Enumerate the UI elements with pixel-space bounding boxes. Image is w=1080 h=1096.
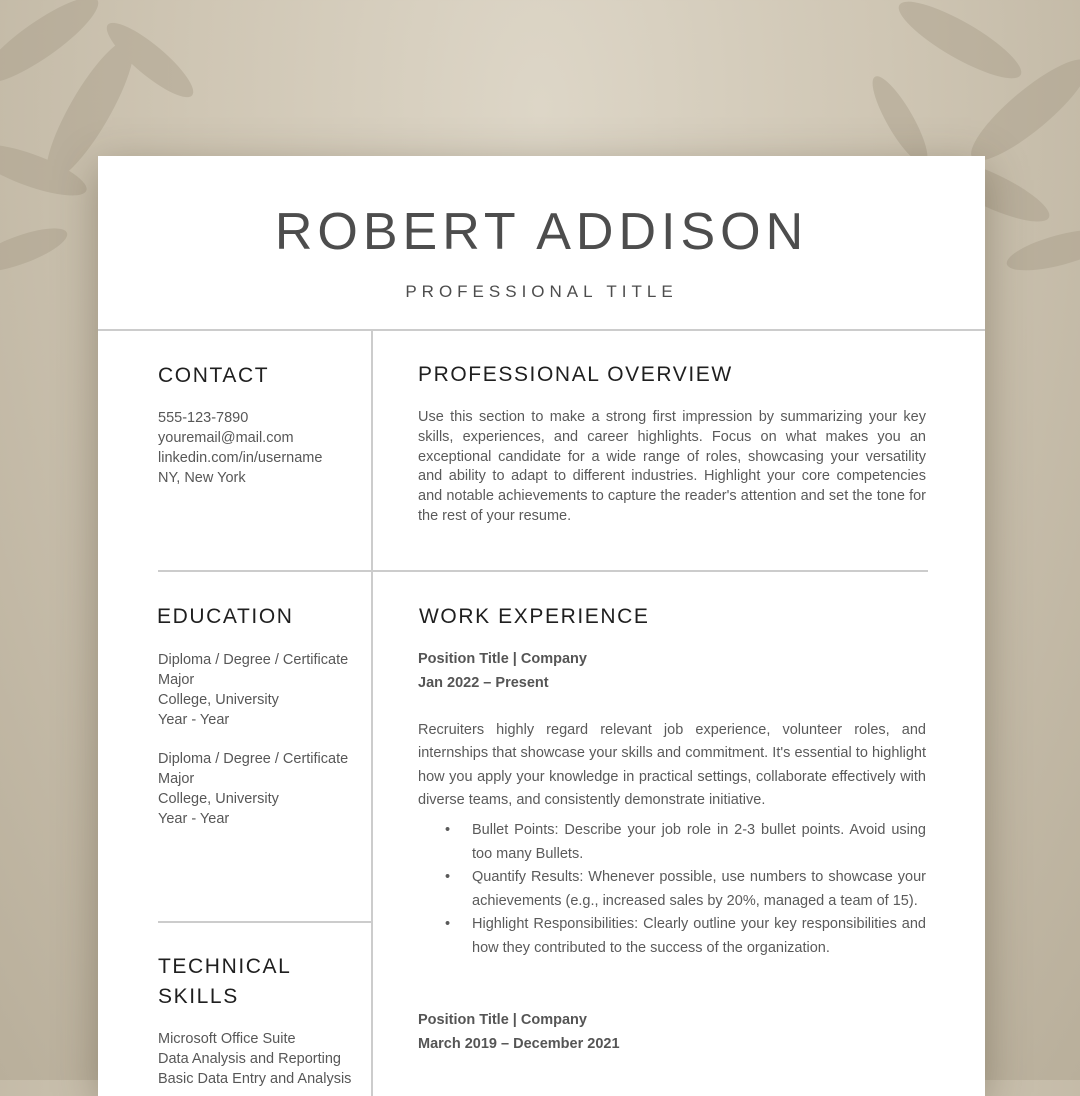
section-divider-1 (158, 570, 928, 572)
contact-details (158, 408, 322, 488)
education-entry (158, 650, 348, 730)
job-position: Position Title | Company (418, 1012, 587, 1028)
skill-item: Data Analysis and Reporting (158, 1051, 341, 1067)
job-bullet-list (418, 819, 926, 961)
contact-linkedin: linkedin.com/in/username (158, 450, 323, 466)
skills-list (158, 1029, 351, 1089)
job-dates: March 2019 – December 2021 (418, 1036, 620, 1052)
resume-page (98, 156, 985, 1096)
column-divider (371, 330, 373, 1096)
education-years: Year - Year (158, 712, 230, 728)
job-dates: Jan 2022 – Present (418, 675, 549, 691)
education-school: College, University (158, 692, 279, 708)
professional-title: PROFESSIONAL TITLE (405, 282, 678, 301)
header-divider (98, 329, 985, 331)
education-major: Major (158, 771, 195, 787)
experience-heading: WORK EXPERIENCE (419, 605, 650, 628)
contact-phone: 555-123-7890 (158, 410, 249, 426)
education-degree: Diploma / Degree / Certificate (158, 652, 349, 668)
bullet-text: Highlight Responsibilities: Clearly outline your key responsibilities and how they contributed to the success of the organization. (472, 916, 926, 956)
education-degree: Diploma / Degree / Certificate (158, 751, 349, 767)
skill-item: Microsoft Office Suite (158, 1031, 296, 1047)
education-entry (158, 749, 348, 829)
skills-heading-line1: TECHNICAL (158, 955, 292, 978)
contact-heading: CONTACT (158, 364, 270, 387)
overview-heading: PROFESSIONAL OVERVIEW (418, 363, 733, 386)
job-bullet (418, 866, 926, 913)
bullet-dot: • (445, 869, 451, 886)
bullet-text: Bullet Points: Describe your job role in 2-3 bullet points. Avoid using too many Bullets. (472, 822, 926, 862)
bullet-text: Quantify Results: Whenever possible, use numbers to showcase your achievements (e.g., increased sales by 20%, managed a team of 15). (472, 869, 926, 909)
job-bullet (418, 913, 926, 960)
education-years: Year - Year (158, 811, 230, 827)
skill-item: Basic Data Entry and Analysis (158, 1071, 352, 1087)
education-school: College, University (158, 791, 279, 807)
contact-location: NY, New York (158, 470, 246, 486)
bullet-dot: • (445, 916, 451, 933)
overview-text: Use this section to make a strong first impression by summarizing your key skills, experiences, and career highlights. Focus on what makes you an exceptional candidate for a wide range of roles, showcasing your versatility and ability to adapt to different industries. Highlight your core competencies and notable achievements to capture the reader's attention and set the tone for the rest of your resume. (418, 409, 926, 524)
skills-heading (158, 952, 291, 1012)
skills-heading-line2: SKILLS (158, 985, 239, 1008)
bullet-dot: • (445, 822, 451, 838)
contact-email: youremail@mail.com (158, 430, 294, 446)
section-divider-2 (158, 921, 371, 923)
job-description: Recruiters highly regard relevant job experience, volunteer roles, and internships that showcase your skills and commitment. It's essential to highlight how you apply your knowledge in practical settings, collaborate effectively with diverse teams, and consistently demonstrate initiative. (418, 722, 926, 809)
job-bullet (418, 819, 926, 866)
education-major: Major (158, 672, 195, 688)
job-position: Position Title | Company (418, 651, 587, 667)
candidate-name: ROBERT ADDISON (274, 203, 809, 261)
education-heading: EDUCATION (157, 605, 294, 628)
